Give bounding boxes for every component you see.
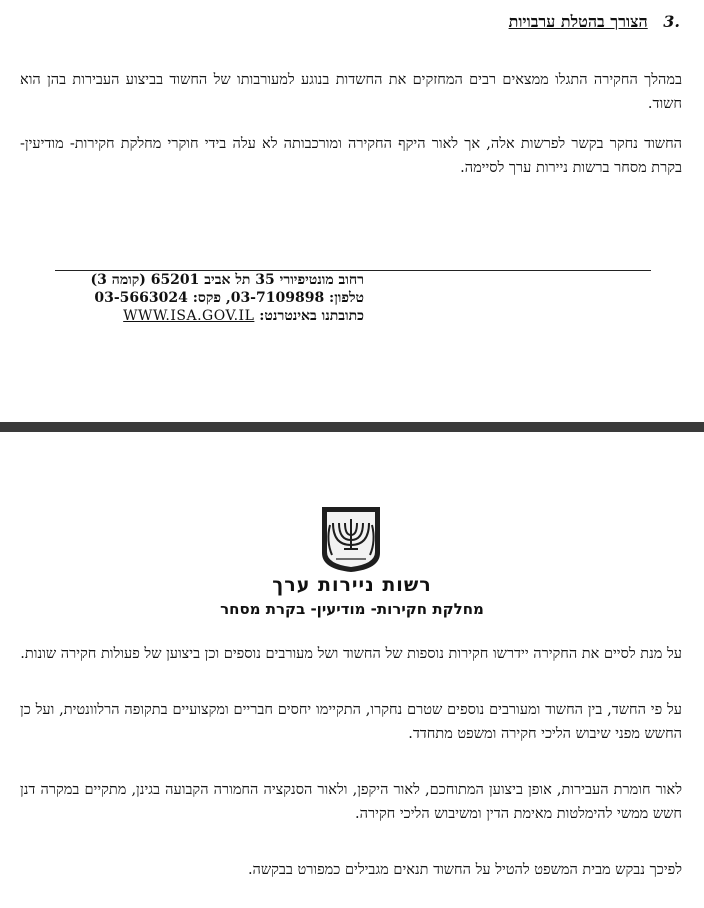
- footer-web-label: כתובתנו באינטרנט:: [259, 308, 364, 324]
- paragraph-relationships: על פי החשד, בין החשוד ומעורבים נוספים שטרם נחקרו, התקיימו יחסים חבריים ומקצועיים בתקופה הרלוונטית, ועל כן החשש מפני שיבוש הליכי חקירה ומשפט מתחדד.: [20, 702, 682, 742]
- paragraph-investigation: החשוד נחקר בקשר לפרשות אלה, אך לאור היקף החקירה ומורכבותה לא עלה בידי חוקרי מחלקת חקירות- מודיעין- בקרת מסחר ברשות ניירות ערך לסיימה.: [20, 136, 682, 176]
- document-page-1: [0, 0, 704, 422]
- paragraph-findings: במהלך החקירה התגלו ממצאים רבים המחזקים את החשדות בנוגע למעורבותו של החשוד בביצוע העבירות בהן הוא חשוד.: [20, 72, 682, 112]
- section-heading: [40, 12, 680, 32]
- menorah-emblem-icon: [318, 505, 384, 573]
- website-link[interactable]: WWW.ISA.GOV.IL: [123, 308, 255, 324]
- footer-phone-fax: טלפון: 03-7109898, פקס: 03-5663024: [94, 290, 364, 306]
- letterhead-footer: [91, 271, 364, 325]
- department-name: מחלקת חקירות- מודיעין- בקרת מסחר: [220, 600, 484, 618]
- section-number: .3: [663, 12, 680, 31]
- org-name: רשות ניירות ערך: [272, 574, 432, 596]
- paragraph-additional-investigations: על מנת לסיים את החקירה יידרשו חקירות נוספות של החשוד ושל מעורבים נוספים וכן ביצוען של פעולות חקירה שונות.: [20, 646, 682, 662]
- paragraph-request: לפיכך נבקש מבית המשפט להטיל על החשוד תנאים מגבילים כמפורט בבקשה.: [247, 862, 682, 878]
- page-separator: [0, 422, 704, 432]
- footer-website: [91, 307, 364, 325]
- section-title: הצורך בהטלת ערבויות: [508, 12, 648, 31]
- footer-address: רחוב מונטיפיורי 35 תל אביב 65201 (קומה 3): [90, 272, 364, 288]
- document-page-2: [0, 432, 704, 908]
- paragraph-severity: לאור חומרת העבירות, אופן ביצוען המתוחכם, לאור היקפן, ולאור הסנקציה החמורה הקבועה בגינן, מתקיים במקרה דנן חשש ממשי להימלטות מאימת הדין ומשיבוש הליכי חקירה.: [20, 782, 682, 822]
